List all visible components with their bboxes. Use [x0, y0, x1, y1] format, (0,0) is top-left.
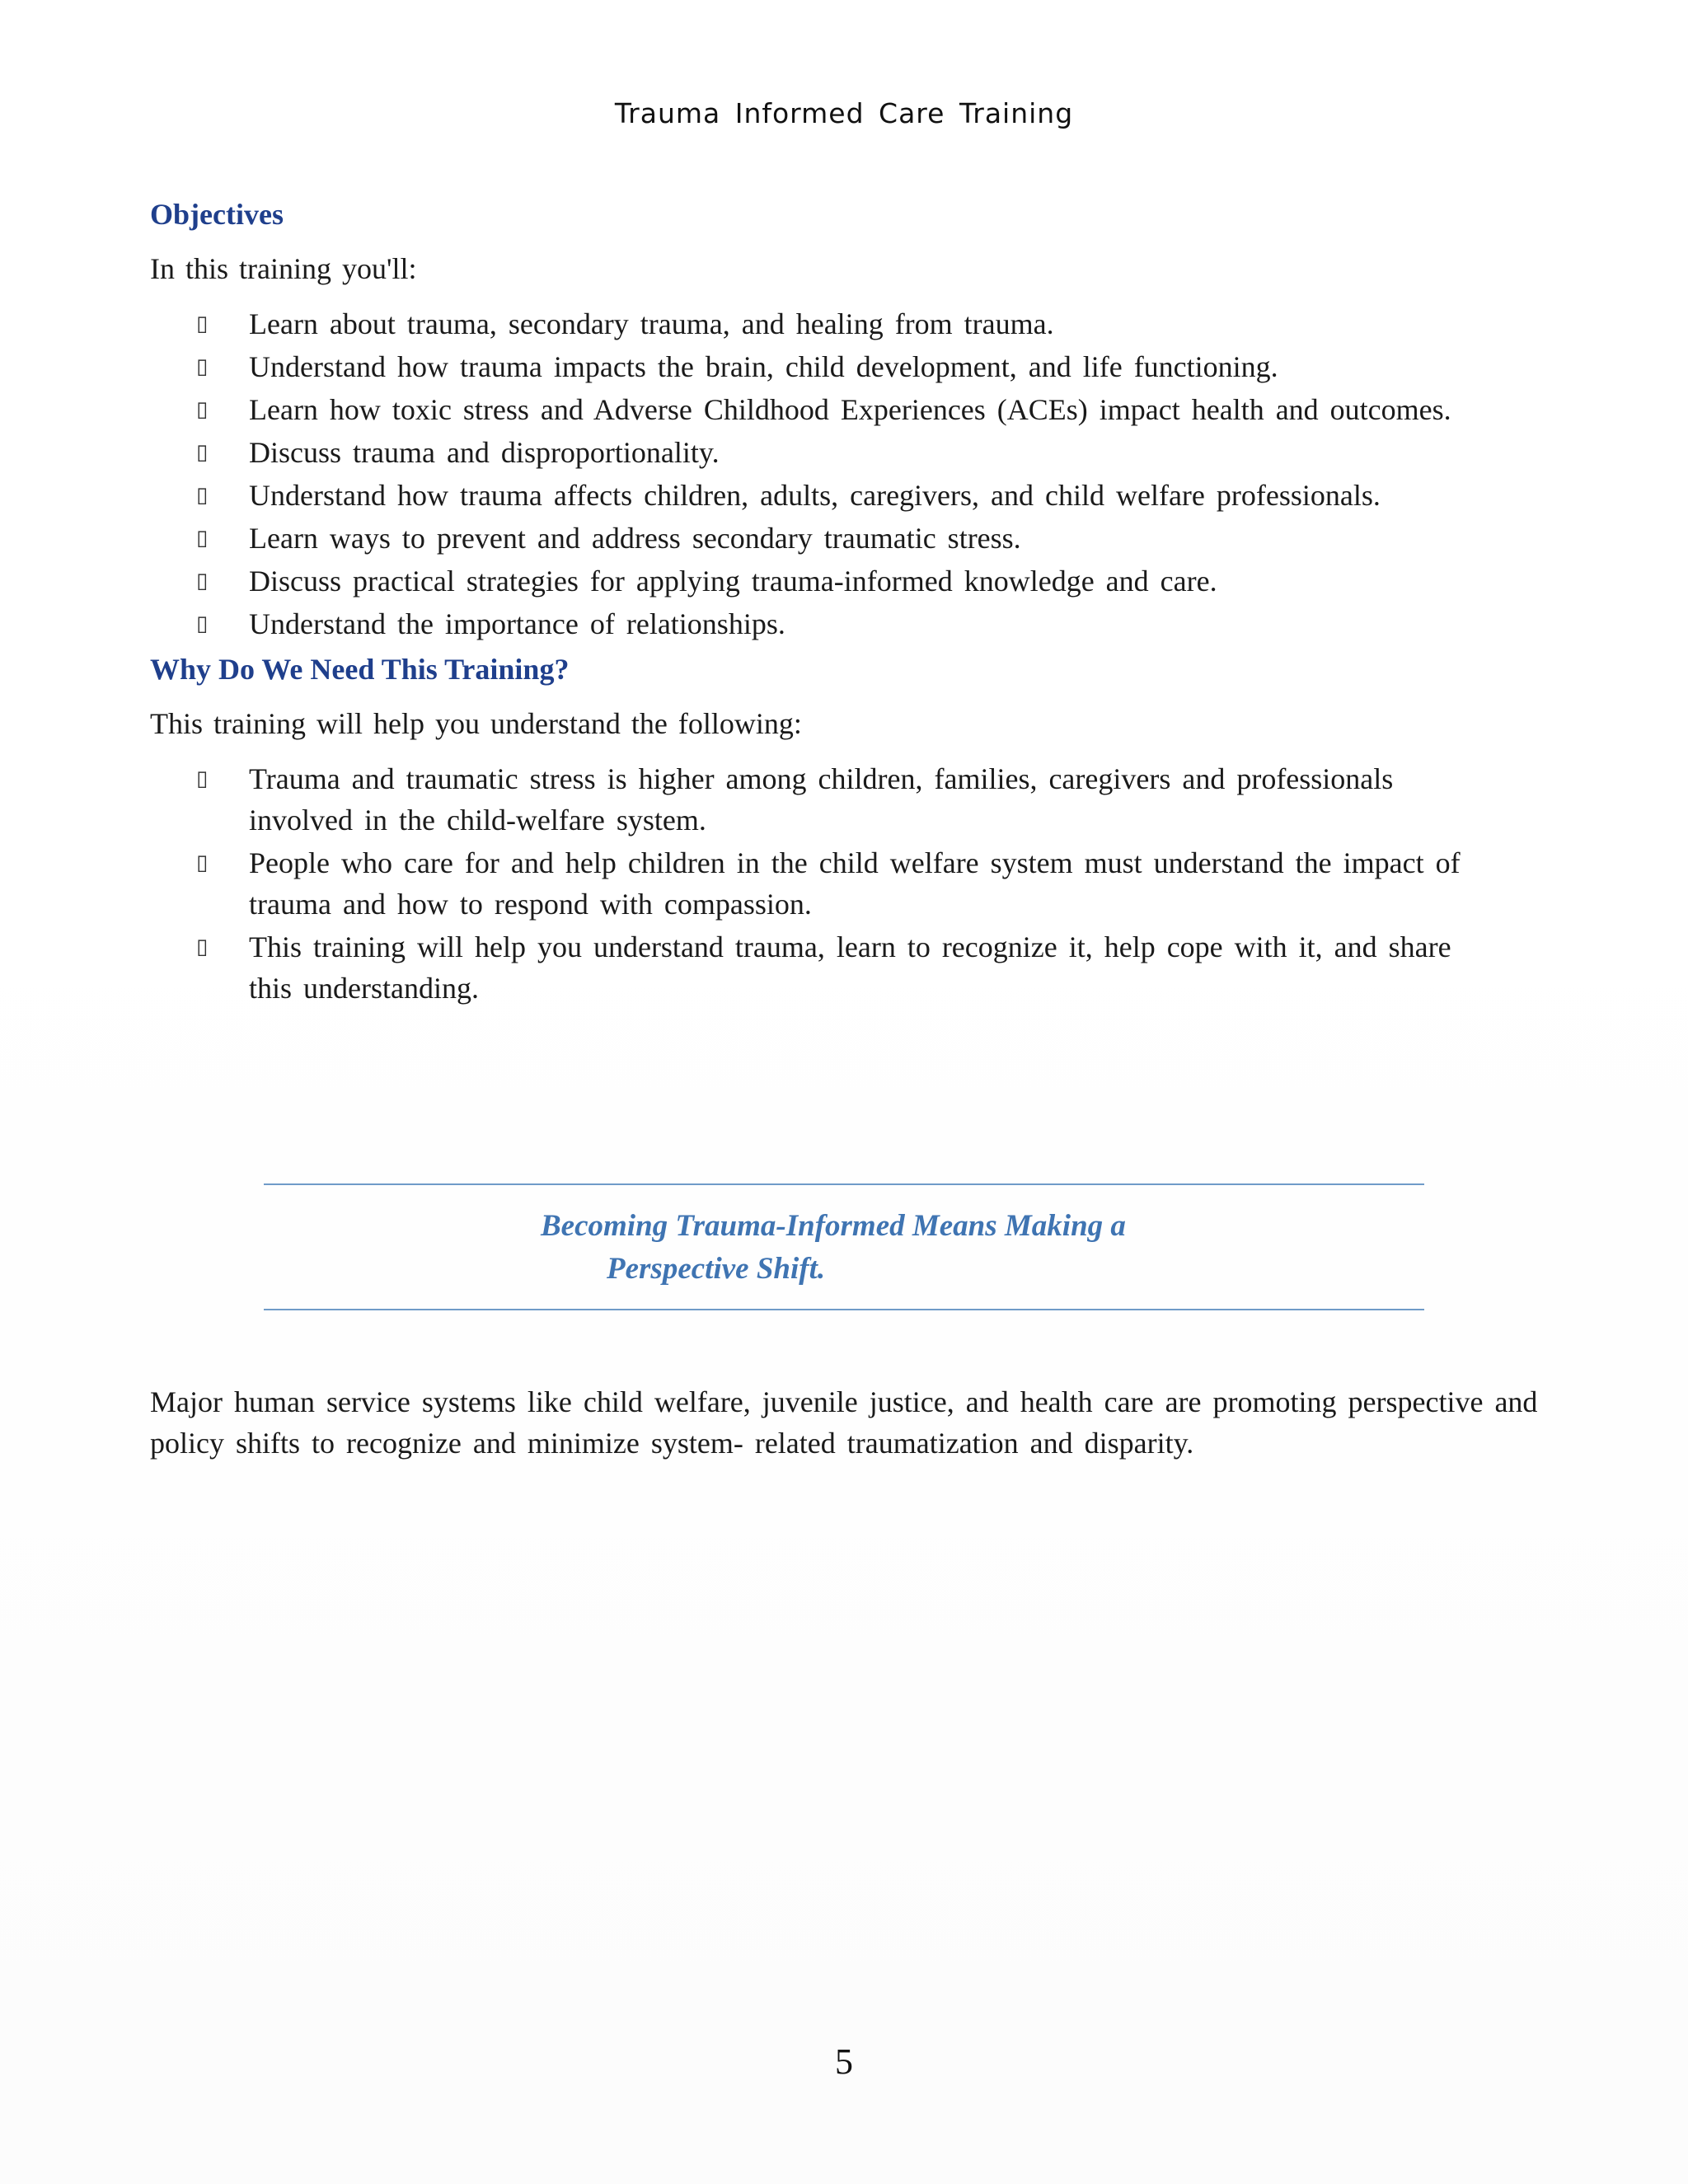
- list-item-text: This training will help you understand trauma, learn to recognize it, help cope with it, and share this understanding.: [249, 930, 1451, 1005]
- list-item: [150, 758, 1502, 841]
- closing-paragraph: Major human service systems like child welfare, juvenile justice, and health care are promoting perspective and policy shifts to recognize and minimize system- related traumatization and disparity.: [150, 1385, 1538, 1460]
- list-item: [150, 560, 1502, 602]
- bullet-icon: ▯: [196, 569, 209, 593]
- main-content: [150, 191, 1551, 1010]
- list-item-text: Trauma and traumatic stress is higher among children, families, caregivers and professionals involved in the child-welfare system.: [249, 762, 1394, 837]
- bullet-icon: ▯: [196, 526, 209, 551]
- list-item: [150, 475, 1502, 516]
- list-item: [150, 926, 1502, 1009]
- list-item: [150, 389, 1502, 430]
- list-item: [150, 303, 1502, 344]
- list-item: [150, 518, 1502, 559]
- objectives-intro: In this training you'll:: [150, 252, 417, 285]
- bullet-icon: ▯: [196, 851, 209, 875]
- why-list: [150, 758, 1551, 1009]
- list-item-text: Discuss practical strategies for applying trauma-informed knowledge and care.: [249, 565, 1217, 598]
- bullet-icon: ▯: [196, 440, 209, 465]
- list-item: [150, 346, 1502, 387]
- objectives-heading: Objectives: [150, 198, 284, 231]
- bullet-icon: ▯: [196, 354, 209, 379]
- bullet-icon: ▯: [196, 397, 209, 422]
- list-item-text: Learn ways to prevent and address secondary traumatic stress.: [249, 522, 1021, 555]
- pull-quote-line-1: Becoming Trauma-Informed Means Making a: [541, 1209, 1126, 1243]
- objectives-list: [150, 303, 1551, 644]
- list-item-text: Understand how trauma affects children, adults, caregivers, and child welfare professionals.: [249, 479, 1381, 512]
- bullet-icon: ▯: [196, 935, 209, 959]
- list-item-text: Discuss trauma and disproportionality.: [249, 436, 720, 469]
- running-header: Trauma Informed Care Training: [614, 97, 1074, 129]
- list-item-text: Understand the importance of relationships.: [249, 607, 785, 640]
- why-heading: Why Do We Need This Training?: [150, 653, 570, 686]
- list-item-text: Understand how trauma impacts the brain, child development, and life functioning.: [249, 350, 1278, 383]
- why-intro: This training will help you understand the following:: [150, 707, 802, 740]
- bullet-icon: ▯: [196, 483, 209, 508]
- page-number: 5: [835, 2041, 853, 2082]
- list-item-text: Learn how toxic stress and Adverse Childhood Experiences (ACEs) impact health and outcomes.: [249, 393, 1451, 426]
- bullet-icon: ▯: [196, 766, 209, 791]
- pull-quote-text: [541, 1205, 1167, 1291]
- bullet-icon: ▯: [196, 312, 209, 336]
- list-item-text: Learn about trauma, secondary trauma, and healing from trauma.: [249, 307, 1054, 340]
- list-item: [150, 432, 1502, 473]
- list-item-text: People who care for and help children in the child welfare system must understand the impact of trauma and how to respond with compassion.: [249, 846, 1461, 921]
- bullet-icon: ▯: [196, 612, 209, 636]
- pull-quote-line-2: Perspective Shift.: [607, 1252, 826, 1286]
- list-item: [150, 603, 1502, 644]
- list-item: [150, 842, 1502, 925]
- pull-quote-callout: [264, 1183, 1424, 1310]
